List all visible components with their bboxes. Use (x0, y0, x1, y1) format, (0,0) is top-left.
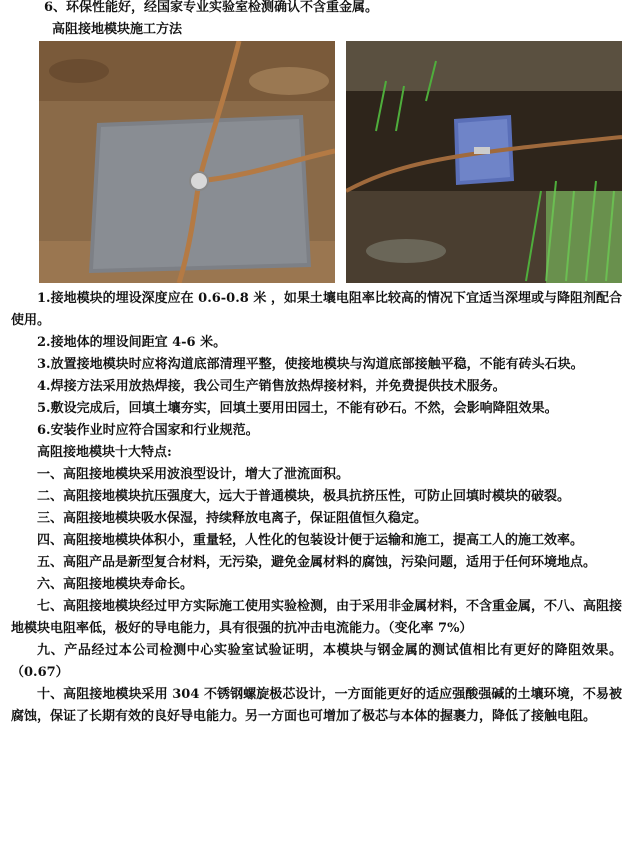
feature-item: 九、产品经过本公司检测中心实验室试验证明，本模块与钢金属的测试值相比有更好的降阻效果。（0.67） (11, 643, 622, 680)
method-item: 2.接地体的埋设间距宜 4-6 米。 (37, 335, 227, 350)
photo-grounding-module-in-trench (346, 41, 622, 283)
method-item: 4.焊接方法采用放热焊接，我公司生产销售放热焊接材料，并免费提供技术服务。 (37, 379, 506, 394)
method-item: 6.安装作业时应符合国家和行业规范。 (37, 423, 259, 438)
feature-item: 三、高阻接地模块吸水保湿，持续释放电离子，保证阻值恒久稳定。 (37, 511, 428, 526)
feature-item: 二、高阻接地模块抗压强度大，远大于普通模块，极具抗挤压性，可防止回填时模块的破裂。 (37, 489, 571, 504)
top-line: 6、环保性能好，经国家专业实验室检测确认不含重金属。 (44, 0, 379, 15)
feature-item: 七、高阻接地模块经过甲方实际施工使用实验检测，由于采用非金属材料，不含重金属，不八、高阻接地模块电阻率低，极好的导电能力，具有很强的抗冲击电流能力。（变化率 7%） (11, 599, 623, 636)
method-item: 5.敷设完成后，回填土壤夯实，回填土要用田园土，不能有砂石。不然，会影响降阻效果。 (37, 401, 558, 416)
feature-item: 十、高阻接地模块采用 304 不锈钢螺旋极芯设计，一方面能更好的适应强酸强碱的土壤环境，不易被腐蚀，保证了长期有效的良好导电能力。另一方面也可增加了极芯与本体的握裹力，降低了接触电阻。 (11, 687, 622, 724)
feature-item: 五、高阻产品是新型复合材料，无污染，避免金属材料的腐蚀，污染问题，适用于任何环境地点。 (37, 555, 597, 570)
feature-item: 六、高阻接地模块寿命长。 (37, 577, 194, 592)
method-item: 3.放置接地模块时应将沟道底部清理平整，使接地模块与沟道底部接触平稳，不能有砖头石块。 (37, 357, 584, 372)
features-title: 高阻接地模块十大特点: (37, 445, 172, 460)
feature-item: 一、高阻接地模块采用波浪型设计，增大了泄流面积。 (37, 467, 350, 482)
feature-item: 四、高阻接地模块体积小，重量轻，人性化的包装设计便于运输和施工，提高工人的施工效率。 (37, 533, 584, 548)
photo-grounding-module-with-welded-cable (39, 41, 335, 283)
method-item: 1.接地模块的埋设深度应在 0.6-0.8 米 ，如果土壤电阻率比较高的情况下宜适当深埋或与降阻剂配合使用。 (11, 291, 622, 328)
section-title: 高阻接地模块施工方法 (52, 22, 183, 37)
